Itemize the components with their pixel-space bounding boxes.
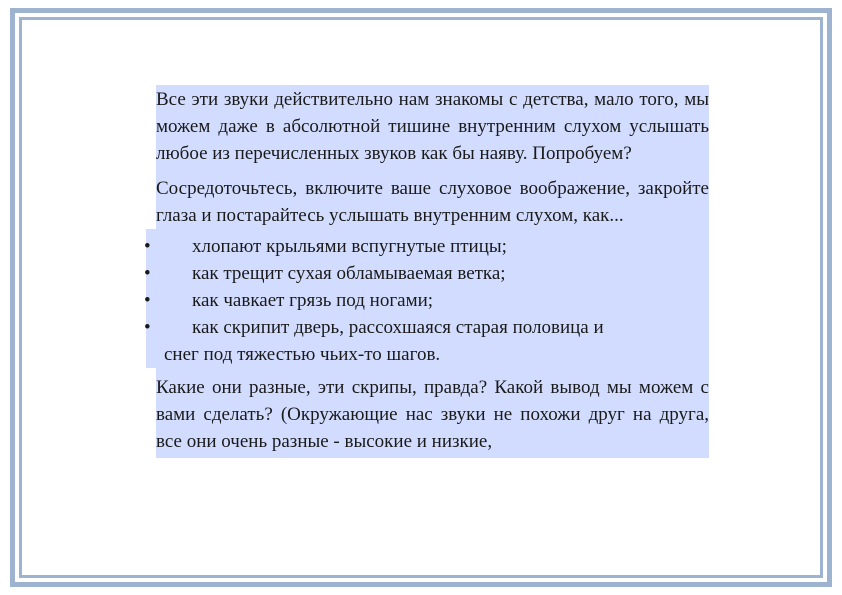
bullet-icon: • bbox=[144, 290, 151, 311]
list-item bbox=[146, 287, 709, 314]
list-item-text: хлопают крыльями вспугнутые птицы; bbox=[192, 236, 507, 257]
text-content bbox=[144, 85, 709, 458]
list-item bbox=[146, 233, 709, 260]
paragraph-intro: Все эти звуки действительно нам знакомы с детства, мало того, мы можем даже в абсолютной тишине внутренним слухом услышать любое из перечисленных звуков как бы наяву. Попробуем? bbox=[156, 85, 709, 167]
bullet-icon: • bbox=[144, 236, 151, 257]
paragraph-instruction: Сосредоточьтесь, включите ваше слуховое воображение, закройте глаза и постарайтесь услышать внутренним слухом, как... bbox=[156, 167, 709, 229]
paragraph-conclusion: Какие они разные, эти скрипы, правда? Какой вывод мы можем с вами сделать? (Окружающие нас звуки не похожи друг на друга, все они очень разные - высокие и низкие, bbox=[156, 368, 709, 458]
list-item-text: как скрипит дверь, рассохшаяся старая половица и bbox=[192, 317, 604, 338]
list-item-text: как трещит сухая обламываемая ветка; bbox=[192, 263, 506, 284]
list-item-text: как чавкает грязь под ногами; bbox=[192, 290, 434, 311]
sound-list bbox=[146, 229, 709, 368]
list-item-continuation: снег под тяжестью чьих-то шагов. bbox=[164, 344, 441, 365]
bullet-icon: • bbox=[144, 263, 151, 284]
bullet-icon: • bbox=[144, 317, 151, 338]
list-item bbox=[146, 260, 709, 287]
list-item bbox=[146, 314, 709, 341]
